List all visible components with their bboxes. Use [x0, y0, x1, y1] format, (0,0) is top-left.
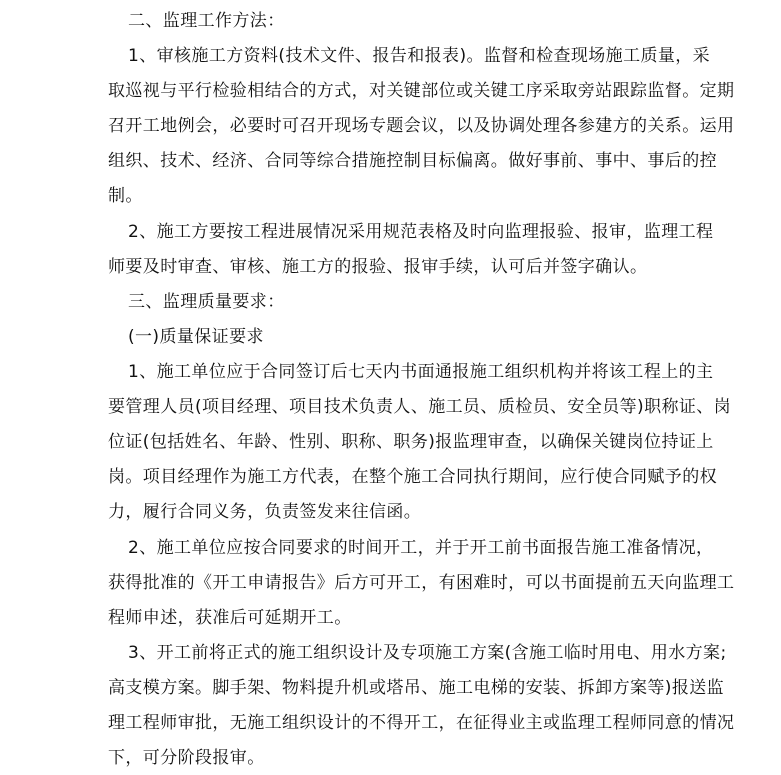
paragraph-line: 获得批准的《开工申请报告》后方可开工，有困难时，可以书面提前五天向监理工 [108, 573, 735, 593]
paragraph-line: 下，可分阶段报审。 [108, 748, 265, 768]
paragraph-line: 制。 [108, 186, 143, 206]
paragraph-line: 2、施工方要按工程进展情况采用规范表格及时向监理报验、报审，监理工程 [128, 222, 714, 242]
subheading: (一)质量保证要求 [128, 327, 264, 347]
paragraph-line: 1、施工单位应于合同签订后七天内书面通报施工组织机构并将该工程上的主 [128, 362, 714, 382]
paragraph-line: 位证(包括姓名、年龄、性别、职称、职务)报监理审查，以确保关键岗位持证上 [108, 432, 714, 452]
paragraph-line: 3、开工前将正式的施工组织设计及专项施工方案(含施工临时用电、用水方案; [128, 643, 727, 663]
paragraph-line: 师要及时审查、审核、施工方的报验、报审手续，认可后并签字确认。 [108, 257, 648, 277]
paragraph-line: 高支模方案。脚手架、物料提升机或塔吊、施工电梯的安装、拆卸方案等)报送监 [108, 678, 725, 698]
paragraph-line: 2、施工单位应按合同要求的时间开工，并于开工前书面报告施工准备情况， [128, 538, 714, 558]
paragraph-line: 程师申述，获准后可延期开工。 [108, 608, 352, 628]
paragraph-line: 1、审核施工方资料(技术文件、报告和报表)。监督和检查现场施工质量，采 [128, 46, 711, 66]
paragraph-line: 要管理人员(项目经理、项目技术负责人、施工员、质检员、安全员等)职称证、岗 [108, 397, 732, 417]
section-heading-3: 三、监理质量要求： [128, 292, 285, 312]
paragraph-line: 组织、技术、经济、合同等综合措施控制目标偏离。做好事前、事中、事后的控 [108, 151, 717, 171]
paragraph-line: 力，履行合同义务，负责签发来往信函。 [108, 502, 422, 522]
paragraph-line: 召开工地例会，必要时可召开现场专题会议，以及协调处理各参建方的关系。运用 [108, 116, 735, 136]
section-heading-2: 二、监理工作方法： [128, 11, 285, 31]
paragraph-line: 取巡视与平行检验相结合的方式，对关键部位或关键工序采取旁站跟踪监督。定期 [108, 81, 735, 101]
paragraph-line: 理工程师审批，无施工组织设计的不得开工，在征得业主或监理工程师同意的情况 [108, 713, 735, 733]
paragraph-line: 岗。项目经理作为施工方代表，在整个施工合同执行期间，应行使合同赋予的权 [108, 467, 717, 487]
